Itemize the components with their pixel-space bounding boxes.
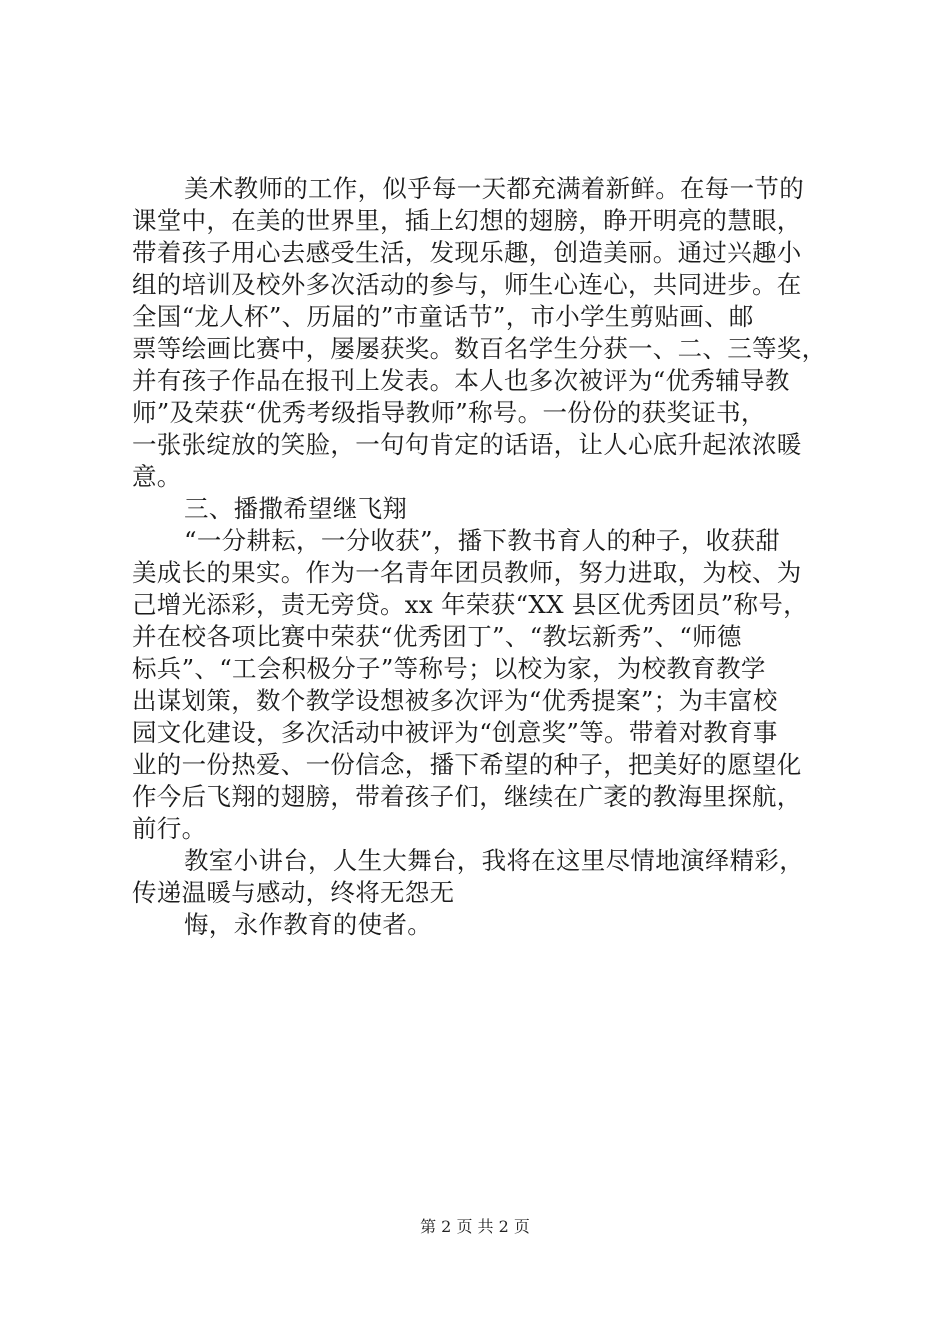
section-heading: 三、播撒希望继飞翔 [184, 494, 408, 523]
paragraph-line: 业的一份热爱、一份信念，播下希望的种子，把美好的愿望化 [132, 750, 802, 779]
paragraph-line: 票等绘画比赛中，屡屡获奖。数百名学生分获一、二、三等奖， [132, 334, 827, 363]
paragraph-line: 园文化建设，多次活动中被评为“创意奖”等。带着对教育事 [132, 718, 778, 747]
paragraph-line: 并有孩子作品在报刊上发表。本人也多次被评为“优秀辅导教 [132, 366, 790, 395]
paragraph-line: 悔，永作教育的使者。 [184, 910, 432, 939]
paragraph-line: 意。 [132, 462, 182, 491]
paragraph-line: “一分耕耘，一分收获”，播下教书育人的种子，收获甜 [184, 526, 781, 555]
paragraph-line: 师”及荣获“优秀考级指导教师”称号。一份份的获奖证书， [132, 398, 766, 427]
paragraph-line: 标兵”、“工会积极分子”等称号；以校为家，为校教育教学 [132, 654, 766, 683]
paragraph-line: 并在校各项比赛中荣获“优秀团丁”、“教坛新秀”、“师德 [132, 622, 742, 651]
paragraph-line: 组的培训及校外多次活动的参与，师生心连心，共同进步。在 [132, 270, 802, 299]
paragraph-line: 作今后飞翔的翅膀，带着孩子们，继续在广袤的教海里探航， [132, 782, 802, 811]
paragraph-line: 传递温暖与感动，终将无怨无 [132, 878, 455, 907]
paragraph-line: 课堂中，在美的世界里，插上幻想的翅膀，睁开明亮的慧眼， [132, 206, 802, 235]
paragraph-line: 前行。 [132, 814, 207, 843]
paragraph-line: 一张张绽放的笑脸，一句句肯定的话语，让人心底升起浓浓暖 [132, 430, 802, 459]
paragraph-line: 美成长的果实。作为一名青年团员教师，努力进取，为校、为 [132, 558, 802, 587]
paragraph-line: 美术教师的工作，似乎每一天都充满着新鲜。在每一节的 [184, 174, 804, 203]
paragraph-line: 教室小讲台，人生大舞台，我将在这里尽情地演绎精彩， [184, 846, 804, 875]
paragraph-line: 全国“龙人杯”、历届的”市童话节”，市小学生剪贴画、邮 [132, 302, 754, 331]
paragraph-line: 己增光添彩，责无旁贷。xx 年荣获“XX 县区优秀团员”称号， [132, 590, 808, 619]
paragraph-line: 带着孩子用心去感受生活，发现乐趣，创造美丽。通过兴趣小 [132, 238, 802, 267]
page-footer: 第 2 页 共 2 页 [420, 1217, 530, 1236]
paragraph-line: 出谋划策，数个教学设想被多次评为“优秀提案”；为丰富校 [132, 686, 778, 715]
